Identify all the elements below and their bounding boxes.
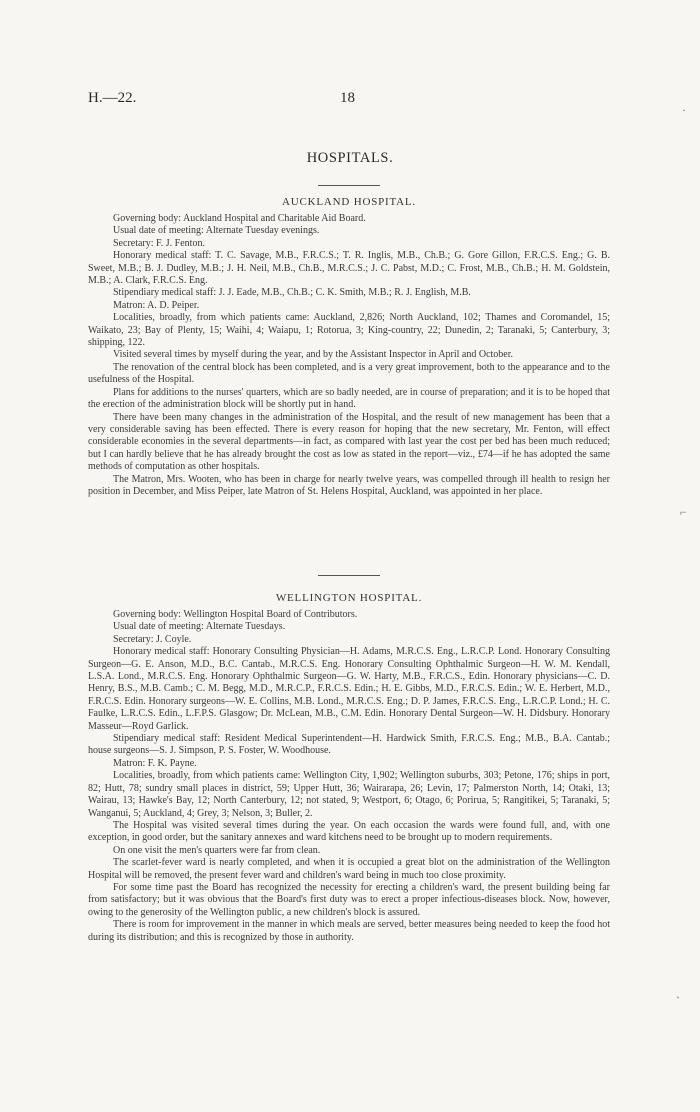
section-title: WELLINGTON HOSPITAL. bbox=[275, 592, 423, 604]
margin-mark: · bbox=[682, 103, 686, 117]
wellington-hospital-section bbox=[88, 592, 610, 944]
paragraph: The Matron, Mrs. Wooten, who has been in charge for nearly twelve years, was compelled through ill health to resign her position in December, and Miss Peiper, late Matron of St. Helens Hospital, Auckland, was appointed in her place. bbox=[88, 473, 610, 497]
title-divider bbox=[318, 185, 380, 186]
page-number: 18 bbox=[340, 90, 355, 106]
section-divider bbox=[318, 575, 380, 576]
paragraph: Governing body: Wellington Hospital Board of Contributors. bbox=[113, 609, 358, 620]
paragraph: Honorary medical staff: T. C. Savage, M.B., F.R.C.S.; T. R. Inglis, M.B., Ch.B.; G. Gore Gillon, F.R.C.S. Eng.; G. B. Sweet, M.B.; B. J. Dudley, M.B.; J. H. Neil, M.B., Ch.B., M.R.C.S.; J. C. Pabst, M.D.; C. Frost, M.B., Ch.B.; H. M. Goldstein, M.B.; A. Clark, F.R.C.S. Eng. bbox=[88, 250, 610, 287]
paragraph: Visited several times by myself during the year, and by the Assistant Inspector in April and October. bbox=[113, 349, 514, 361]
paragraph: There have been many changes in the administration of the Hospital, and the result of new management has been that a very considerable saving has been effected. There is every reason for hoping that the new secretary, Mr. Fenton, will effect considerable economies in the several departments—in fact, as compared with last year the cost per bed has been much reduced; but I can hardly believe that he has already brought the cost as low as stated in the report—viz., £74—if he has adopted the same methods of computation as other hospitals. bbox=[88, 411, 610, 473]
document-reference: H.—22. bbox=[88, 90, 137, 106]
paragraph: Stipendiary medical staff: Resident Medical Superintendent—H. Hardwick Smith, F.R.C.S. Eng.; M.B., B.A. Cantab.; house surgeons—S. J. Simpson, P. S. Foster, W. Woodhouse. bbox=[88, 733, 610, 757]
paragraph: Usual date of meeting: Alternate Tuesdays. bbox=[113, 621, 286, 633]
paragraph: Localities, broadly, from which patients came: Auckland, 2,826; North Auckland, 102; Thames and Coromandel, 15; Waikato, 23; Bay of Plenty, 15; Waihi, 4; Waiapu, 1; Rotorua, 3; King-country, 22; Dunedin, 2; Taranaki, 5; Canterbury, 3; shipping, 122. bbox=[88, 312, 610, 349]
paragraph: The Hospital was visited several times during the year. On each occasion the wards were found full, and, with one exception, in good order, but the sanitary annexes and ward kitchens need to be brought up to modern requirements. bbox=[88, 819, 610, 844]
paragraph: For some time past the Board has recognized the necessity for erecting a children's ward, the present building being far from satisfactory; but it was obvious that the Board's first duty was to erect a proper infectious-diseases block. Now, however, owing to the generosity of the Wellington public, a new children's block is assured. bbox=[88, 881, 610, 918]
margin-mark: ⌐ bbox=[680, 505, 687, 519]
paragraph: Secretary: J. Coyle. bbox=[113, 633, 192, 645]
paragraph: Stipendiary medical staff: J. J. Eade, M.B., Ch.B.; C. K. Smith, M.B.; R. J. English, M.B. bbox=[113, 287, 471, 299]
page-title: HOSPITALS. bbox=[306, 150, 394, 166]
paragraph: On one visit the men's quarters were far from clean. bbox=[113, 844, 321, 856]
margin-mark: ˎ bbox=[676, 985, 680, 999]
section-title: AUCKLAND HOSPITAL. bbox=[282, 196, 416, 208]
paragraph: Honorary medical staff: Honorary Consulting Physician—H. Adams, M.R.C.S. Eng., L.R.C.P. Lond. Honorary Consulting Surgeon—G. E. Anson, M.D., B.C. Cantab., M.R.C.S. Eng. Honorary Consulting Ophthalmic Surgeon—H. W. M. Kendall, L.S.A. Lond., M.R.C.S. Eng. Honorary Ophthalmic Surgeon—G. W. Harty, M.B., F.R.C.S., Edin. Honorary physicians—C. D. Henry, B.S., M.B. Camb.; C. M. Begg, M.D., M.R.C.P., F.R.C.S. Edin.; H. E. Gibbs, M.D., F.R.C.S. Edin.; W. E. Herbert, M.D., F.R.C.S. Edin. Honorary surgeons—W. E. Collins, M.B. Lond., M.R.C.S. Eng.; D. P. James, F.R.C.S. Eng., L.R.C.P. Lond.; H. C. Faulke, L.R.C.S. Edin., L.F.P.S. Glasgow; Dr. McLean, M.B., C.M. Edin. Honorary Dental Surgeon—W. H. Didsbury. Honorary Masseur—Royd Garlick. bbox=[88, 646, 610, 732]
paragraph: Governing body: Auckland Hospital and Charitable Aid Board. bbox=[113, 213, 366, 224]
paragraph: Localities, broadly, from which patients came: Wellington City, 1,902; Wellington suburbs, 303; Petone, 176; ships in port, 82; Hutt, 78; sundry small places in district, 59; Upper Hutt, 36; Wairarapa, 26; Levin, 17; Palmerston North, 14; Otaki, 13; Wairau, 13; Hawke's Bay, 12; North Canterbury, 12; not stated, 9; Westport, 6; Otago, 6; Porirua, 5; Rangitikei, 5; Taranaki, 5; Wanganui, 5; Auckland, 4; Grey, 3; Nelson, 3; Buller, 2. bbox=[88, 770, 610, 819]
paragraph: Matron: F. K. Payne. bbox=[113, 757, 197, 769]
paragraph: Plans for additions to the nurses' quarters, which are so badly needed, are in course of preparation; and it is to be hoped that the erection of the administration block will be shortly put in hand. bbox=[88, 386, 610, 411]
paragraph: Usual date of meeting: Alternate Tuesday evenings. bbox=[113, 225, 320, 237]
paragraph: Secretary: F. J. Fenton. bbox=[113, 237, 205, 249]
paragraph: The renovation of the central block has been completed, and is a very great improvement, both to the appearance and to the usefulness of the Hospital. bbox=[88, 361, 610, 386]
paragraph: The scarlet-fever ward is nearly completed, and when it is occupied a great blot on the administration of the Wellington Hospital will be removed, the present fever ward and children's ward being in much too close proximity. bbox=[88, 857, 610, 881]
paragraph: There is room for improvement in the manner in which meals are served, better measures being needed to keep the food hot during its distribution; and this is recognized by those in authority. bbox=[88, 919, 610, 943]
auckland-hospital-section bbox=[88, 196, 610, 498]
paragraph: Matron: A. D. Peiper. bbox=[113, 299, 200, 311]
